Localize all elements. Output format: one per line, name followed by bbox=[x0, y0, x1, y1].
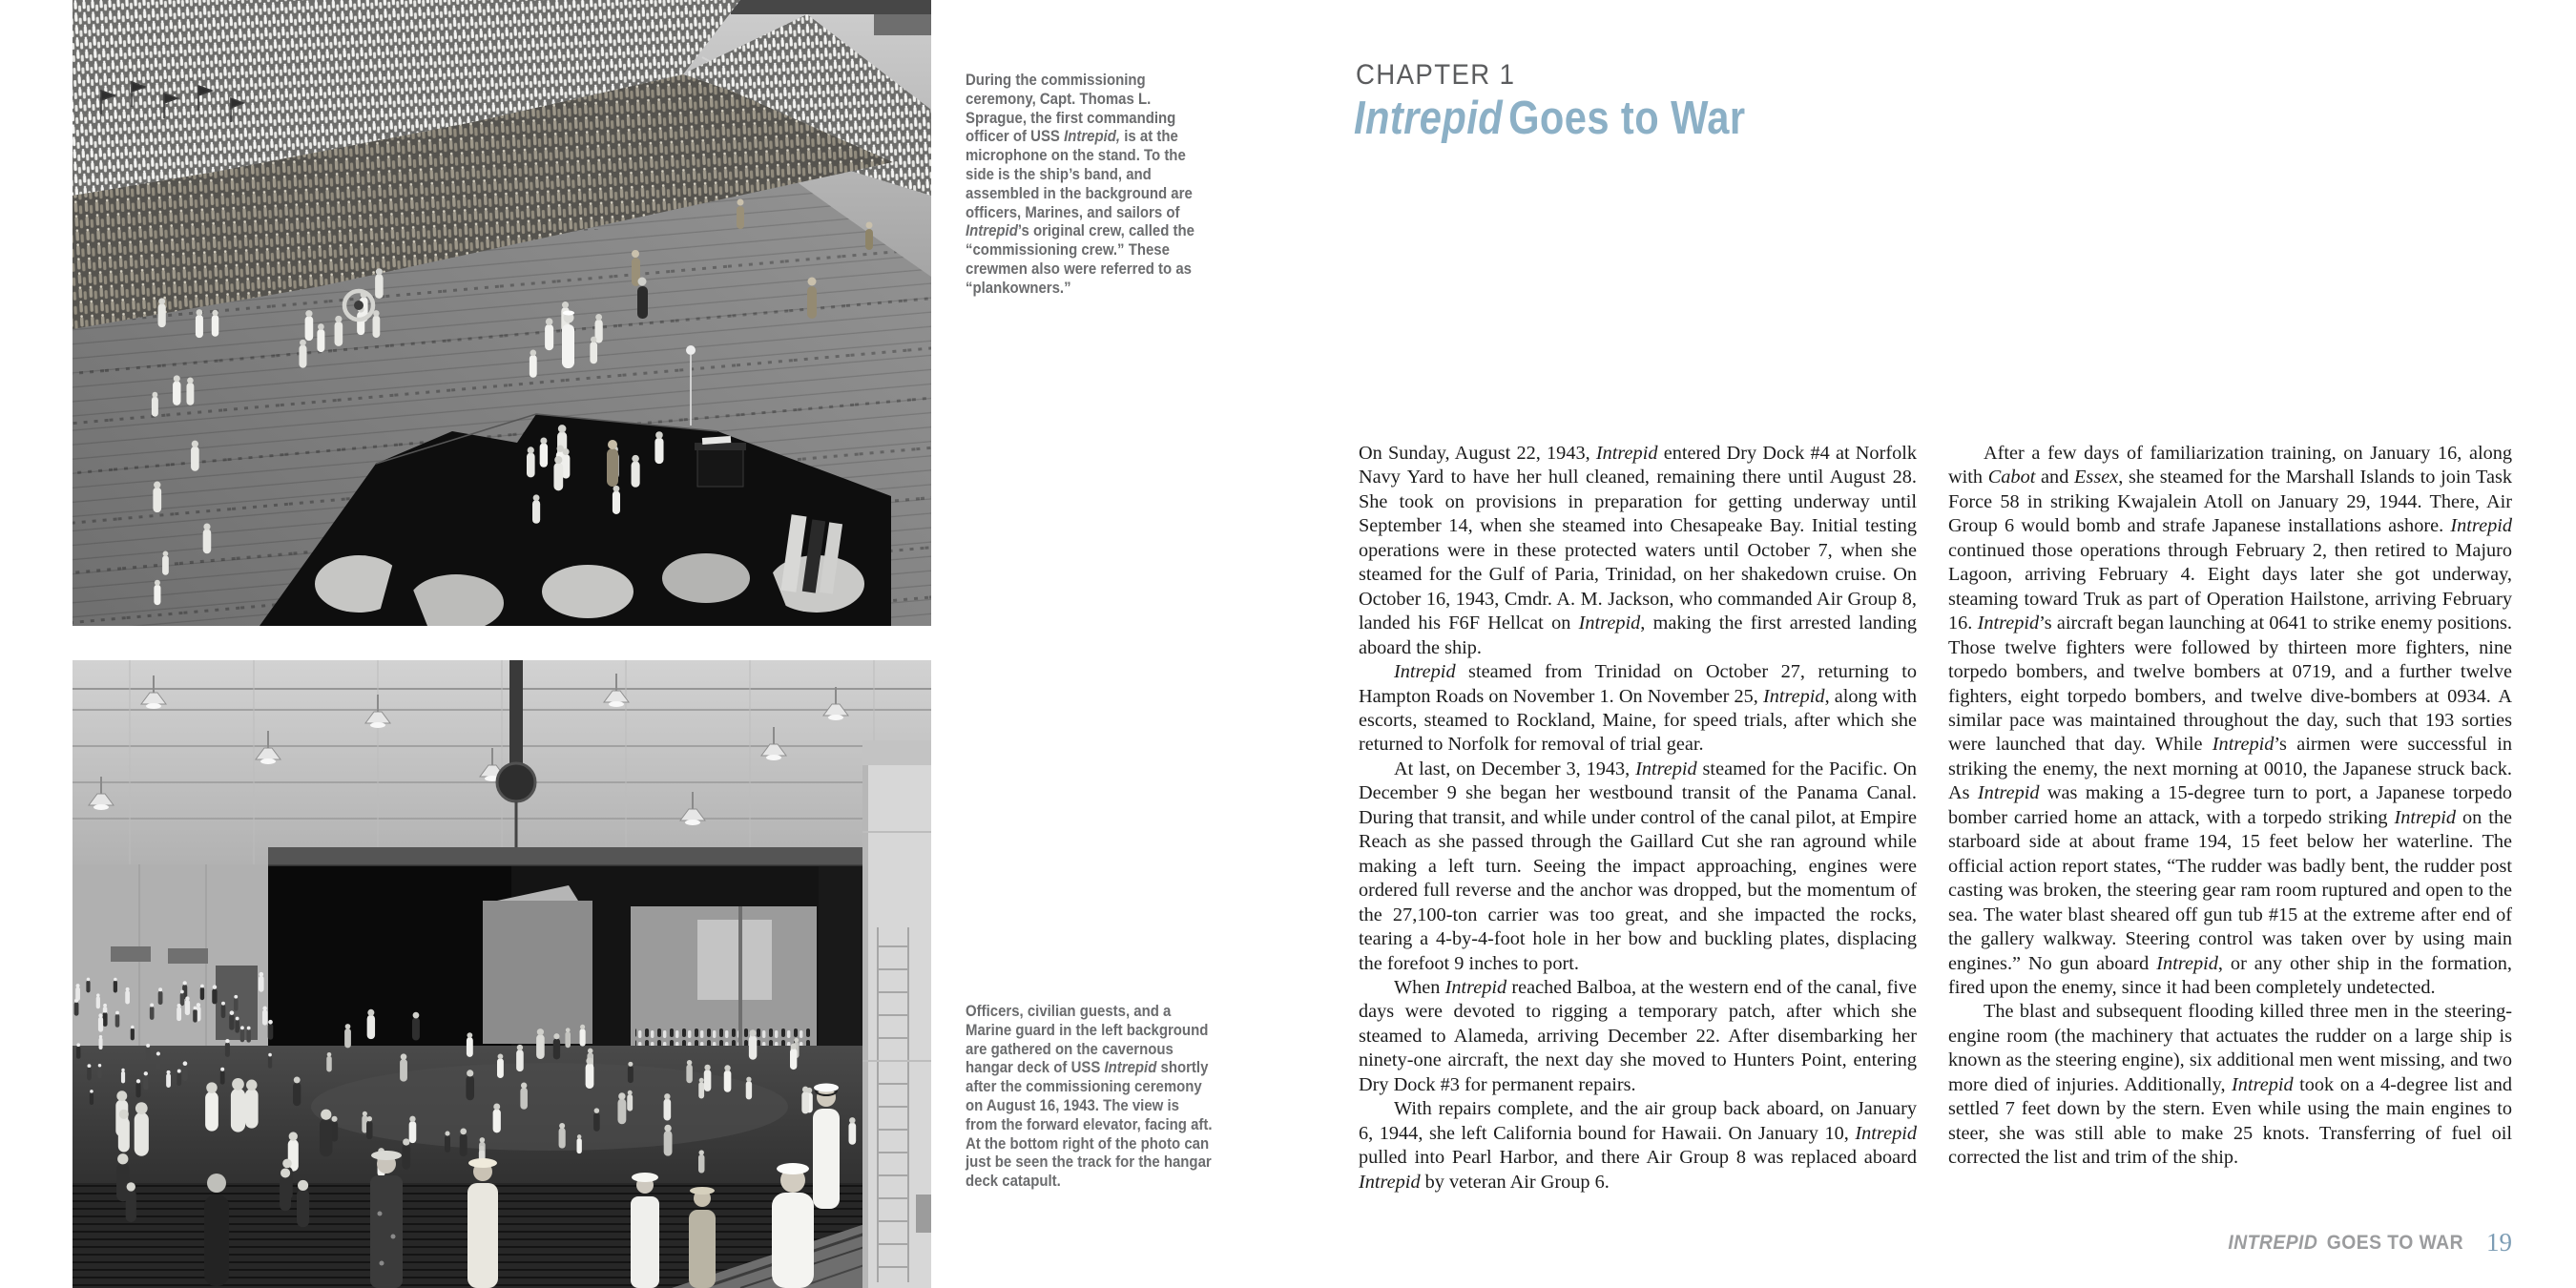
page-number: 19 bbox=[2486, 1228, 2512, 1257]
lectern bbox=[697, 448, 743, 487]
civilian-head bbox=[638, 278, 647, 286]
microphone-icon bbox=[686, 345, 696, 355]
wall-vent bbox=[111, 946, 151, 962]
caption-commissioning: During the commissioning ceremony, Capt. Thomas L. Sprague, the first commanding officer of USS Intrepid, is at the microphone on the stand. To the side is the ship’s band, and assembled in the background are officers, Marines, and sailors of Intrepid’s original crew, called the “commissioning crew.” These crewmen also were referred to as “plankowners.” bbox=[966, 71, 1195, 297]
aft-bay-opening bbox=[697, 920, 772, 1000]
hoist-block bbox=[497, 763, 535, 801]
sousaphone-bell bbox=[354, 301, 364, 310]
khaki-officer-head bbox=[608, 440, 617, 449]
running-head: INTREPID GOES TO WAR bbox=[2227, 1231, 2463, 1254]
wall-vent2 bbox=[168, 948, 208, 964]
pier bbox=[731, 0, 931, 14]
officer-cap bbox=[563, 311, 574, 316]
column-hardware bbox=[916, 1195, 931, 1233]
column-ladder bbox=[876, 927, 914, 1282]
column-shade bbox=[862, 740, 868, 1288]
paragraph: When Intrepid reached Balboa, at the western end of the canal, five days were devoted to rigging a temporary patch, after which she steamed to Alameda, arriving December 22. After disembarking her ninety-one aircraft, the next day she moved to Hunters Point, entering Dry Dock #3 for permanent repairs. bbox=[1359, 976, 1917, 1095]
paragraph: With repairs complete, and the air group back aboard, on January 6, 1944, she left California bound for Hawaii. On January 10, Intrepid pulled into Pearl Harbor, and there Air Group 8 was replaced aboard Intrepid by veteran Air Group 6. bbox=[1359, 1098, 1917, 1193]
lectern-top bbox=[695, 443, 746, 450]
paragraph: After a few days of familiarization training, on January 16, along with Cabot and Essex, she steamed for the Marshall Islands to join Task Force 58 in striking Kwajalein Atoll on January 29, 1944. There, Air Group 6 would bomb and strafe Japanese installations ashore. Intrepid continued those operations through February 2, then retired to Majuro Lagoon, arriving February 4. Eight days later she got underway, steaming toward Truk as part of Operation Hailstone, arriving February 16. Intrepid’s aircraft began launching at 0641 to strike enemy positions. Those twelve fighters were followed by thirteen more fighters, nine torpedo bombers, and twelve bombers at 0719, and a further twelve fighters, eight torpedo bombers, and twelve dive-bombers at 0934. A similar pace was maintained throughout the day, such that 193 sorties were launched that day. While Intrepid’s airmen were successful in striking the enemy, the next morning at 0010, the Japanese struck back. As Intrepid was making a 15-degree turn to port, a Japanese torpedo bomber carried home an attack, with a torpedo striking Intrepid on the starboard side at about frame 194, 15 feet below her waterline. The official action report states, “The rudder was badly bent, the rudder post casting was broken, the steering gear ram room ruptured and open to the sea. The water blast sheared off gun tub #15 at the extreme after end of the gallery walkway. Steering control was taken over by using main engines.” No gun aboard Intrepid, or any other ship in the formation, fired upon the enemy, since it had been completely undetected. bbox=[1948, 443, 2513, 998]
chapter-title: Intrepid Goes to War bbox=[1354, 93, 1746, 144]
paragraph: At last, on December 3, 1943, Intrepid steamed for the Pacific. On December 9 she began her westbound transit of the Panama Canal. During that transit, and while under control of the canal pilot, at Empire Reach as she passed through the Gaillard Cut she ran aground while making a left turn. Seeing the impact approaching, engines were ordered full reverse and the anchor was dropped, but the momentum of the 27,100-ton carrier was too great, and she impacted the rocks, tearing a 4-by-4-foot hole in her bow and buckling plates, displacing the forefoot 9 inches to port. bbox=[1359, 758, 1917, 974]
pier-structure bbox=[874, 14, 931, 35]
page-footer bbox=[1948, 1230, 2512, 1256]
paragraph: The blast and subsequent flooding killed three men in the steering-engine room (the machinery that actuates the rudder on a large ship is known as the steering engine), six additional men went missing, and two more died of injuries. Additionally, Intrepid took on a 4-degree list and settled 7 feet down by the stern. Even while using the main engines to steer, she was still able to make 25 knots. Transferring of fuel oil corrected the list and trim of the ship. bbox=[1948, 1001, 2512, 1169]
tall-officer-white bbox=[562, 324, 574, 368]
hangar-header-beam bbox=[268, 847, 883, 866]
bay-curtain-left bbox=[268, 866, 511, 1072]
civilian-dark-suit bbox=[637, 286, 648, 319]
paragraph: On Sunday, August 22, 1943, Intrepid entered Dry Dock #4 at Norfolk Navy Yard to have her hull cleaned, remaining there until August 28. She took on provisions in preparation for getting underway until September 14, when she steamed into Chesapeake Bay. Initial testing operations were in these protected waters until October 7, when she steamed for the Gulf of Paria, Trinidad, on her shakedown cruise. On October 16, 1943, Cmdr. A. M. Jackson, who commanded Air Group 8, landed his F6F Hellcat on Intrepid, making the first arrested landing aboard the ship. bbox=[1359, 443, 1917, 658]
photo-commissioning-ceremony bbox=[73, 0, 931, 626]
khaki-officer bbox=[607, 448, 618, 487]
photo-hangar-illustration bbox=[73, 660, 931, 1288]
photo-hangar-deck bbox=[73, 660, 931, 1288]
photo-commissioning-illustration bbox=[73, 0, 931, 626]
chain-hoist bbox=[509, 660, 523, 773]
body-column-1 bbox=[1359, 442, 1917, 1195]
column-cap bbox=[862, 740, 931, 765]
paragraph: Intrepid steamed from Trinidad on October 27, returning to Hampton Roads on November 1. On November 25, Intrepid, along with escorts, steamed to Rockland, Maine, for speed trials, after which she returned to Norfolk for removal of trial gear. bbox=[1359, 661, 1917, 756]
caption-hangar-deck: Officers, civilian guests, and a Marine guard in the left background are gathered on the cavernous hangar deck of USS Intrepid shortly after the commissioning ceremony on August 16, 1943. The view is from the forward elevator, facing aft. At the bottom right of the photo can just be seen the track for the hangar deck catapult. bbox=[966, 1002, 1213, 1191]
body-column-2 bbox=[1948, 442, 2512, 1171]
elevator-structure bbox=[483, 901, 592, 1044]
chapter-kicker: CHAPTER 1 bbox=[1356, 59, 1516, 91]
floor-sheen bbox=[311, 1063, 788, 1151]
